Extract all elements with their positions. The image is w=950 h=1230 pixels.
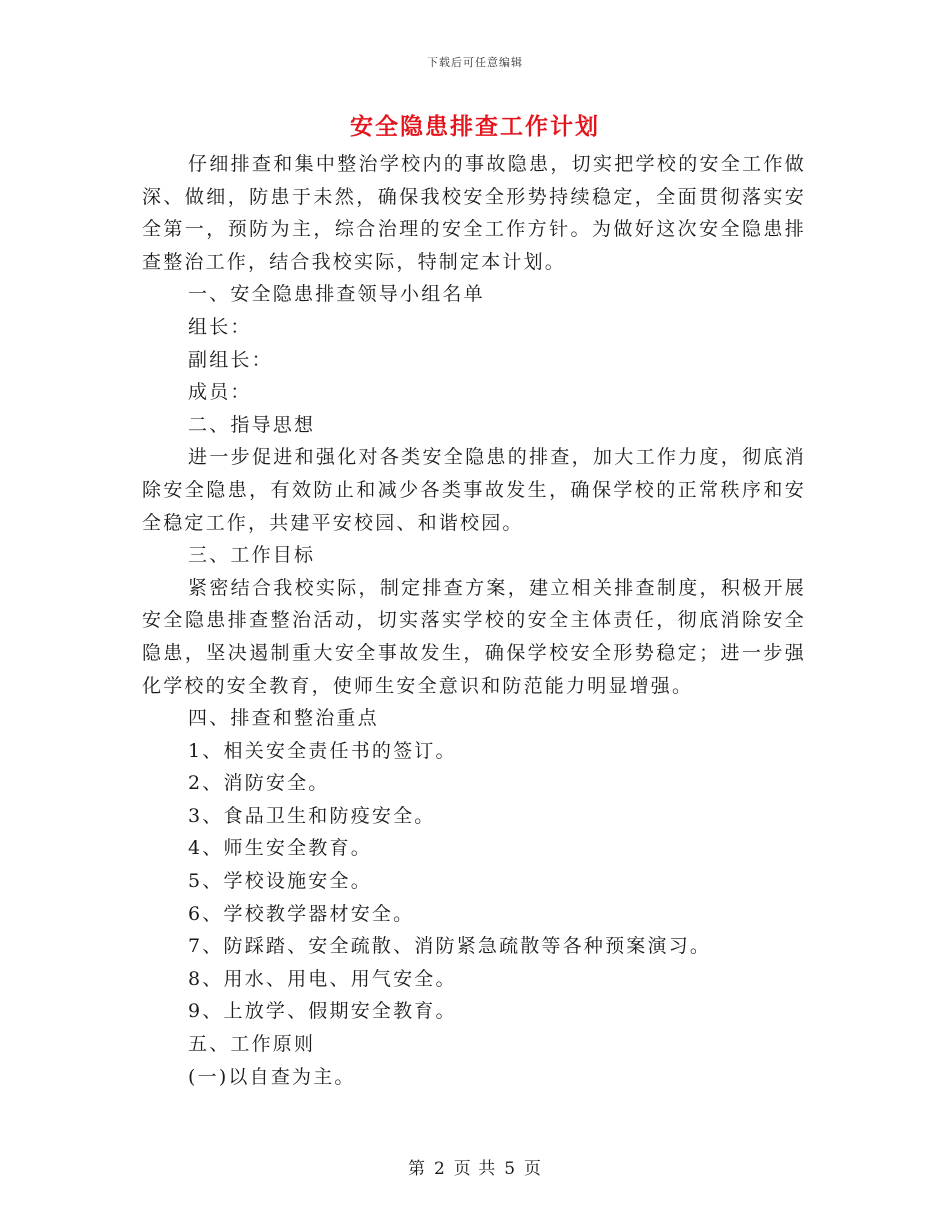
page-total: 5 xyxy=(504,1159,517,1179)
leader-field: 组长： xyxy=(188,315,252,338)
members-field: 成员： xyxy=(188,381,252,404)
list-item: 4、师生安全教育。 xyxy=(188,837,372,860)
list-item: 8、用水、用电、用气安全。 xyxy=(188,967,457,990)
section-3-heading: 三、工作目标 xyxy=(188,544,316,567)
page-current: 2 xyxy=(433,1159,446,1179)
list-item: 9、上放学、假期安全教育。 xyxy=(188,1000,457,1023)
document-title: 安全隐患排查工作计划 xyxy=(350,113,600,140)
section-2-paragraph: 进一步促进和强化对各类安全隐患的排查，加大工作力度，彻底消除安全隐患，有效防止和减少各类事故发生，确保学校的正常秩序和安全稳定工作，共建平安校园、和谐校园。 xyxy=(142,446,806,534)
list-item: 7、防踩踏、安全疏散、消防紧急疏散等各种预案演习。 xyxy=(188,935,712,958)
document-body xyxy=(142,148,806,1093)
list-item: 2、消防安全。 xyxy=(188,772,330,795)
page-footer xyxy=(0,1154,950,1179)
page-suffix: 页 xyxy=(524,1159,543,1179)
section-3-paragraph: 紧密结合我校实际，制定排查方案，建立相关排查制度，积极开展安全隐患排查整治活动，切实落实学校的安全主体责任，彻底消除安全隐患，坚决遏制重大安全事故发生，确保学校安全形势稳定；进一步强化学校的安全教育，使师生安全意识和防范能力明显增强。 xyxy=(142,576,806,697)
section-5-first-principle: (一)以自查为主。 xyxy=(188,1065,356,1088)
section-1-heading: 一、安全隐患排查领导小组名单 xyxy=(188,283,485,306)
page-prefix: 第 xyxy=(407,1159,426,1179)
deputy-leader-field: 副组长： xyxy=(188,348,273,371)
list-item: 6、学校教学器材安全。 xyxy=(188,902,415,925)
list-item: 1、相关安全责任书的签订。 xyxy=(188,739,457,762)
section-5-heading: 五、工作原则 xyxy=(188,1033,316,1056)
header-note: 下载后可任意编辑 xyxy=(427,56,523,69)
page-mid: 页 共 xyxy=(453,1159,497,1179)
intro-paragraph: 仔细排查和集中整治学校内的事故隐患，切实把学校的安全工作做深、做细，防患于未然，确保我校安全形势持续稳定，全面贯彻落实安全第一，预防为主，综合治理的安全工作方针。为做好这次安全隐患排查整治工作，结合我校实际，特制定本计划。 xyxy=(142,153,806,273)
section-2-heading: 二、指导思想 xyxy=(188,413,316,436)
section-4-heading: 四、排查和整治重点 xyxy=(188,707,379,730)
list-item: 3、食品卫生和防疫安全。 xyxy=(188,804,436,827)
list-item: 5、学校设施安全。 xyxy=(188,870,372,893)
